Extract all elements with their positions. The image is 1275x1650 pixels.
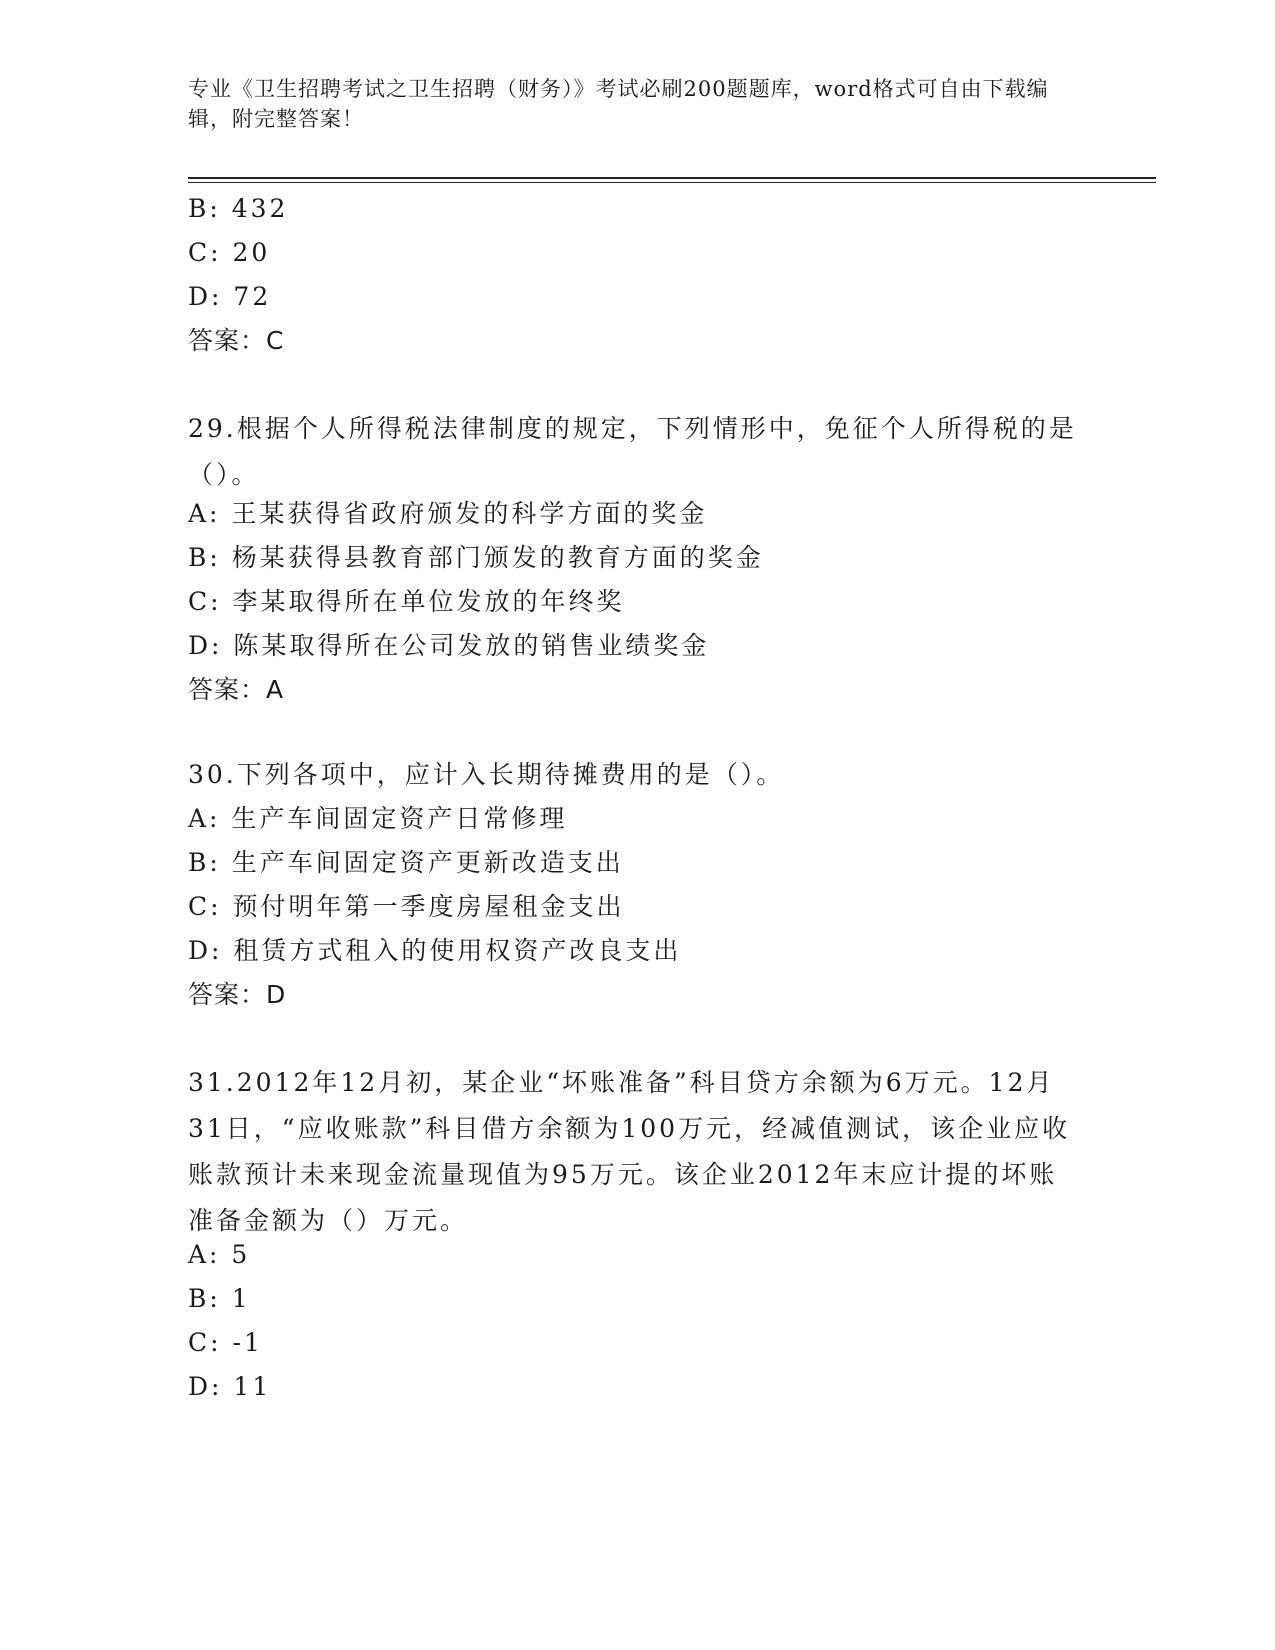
q30-option-b: B: 生产车间固定资产更新改造支出 xyxy=(188,848,624,877)
q29-stem: 29.根据个人所得税法律制度的规定，下列情形中，免征个人所得税的是（）。 xyxy=(188,414,1077,489)
header-divider-thin xyxy=(188,182,1156,183)
q29-answer: 答案：A xyxy=(188,675,285,704)
q29-option-a: A: 王某获得省政府颁发的科学方面的奖金 xyxy=(188,499,708,528)
q31-option-d: D: 11 xyxy=(188,1372,272,1401)
header-divider-thick xyxy=(188,177,1156,179)
q30-option-c: C: 预付明年第一季度房屋租金支出 xyxy=(188,892,625,921)
q28-option-b: B: 432 xyxy=(188,194,289,223)
q29-option-d: D: 陈某取得所在公司发放的销售业绩奖金 xyxy=(188,631,710,660)
page-header-title: 专业《卫生招聘考试之卫生招聘（财务）》考试必刷200题题库，word格式可自由下载编辑，附完整答案！ xyxy=(188,77,1049,131)
q29-option-b: B: 杨某获得县教育部门颁发的教育方面的奖金 xyxy=(188,543,764,572)
q31-option-b: B: 1 xyxy=(188,1284,251,1313)
q28-answer: 答案：C xyxy=(188,326,285,355)
q30-option-a: A: 生产车间固定资产日常修理 xyxy=(188,804,568,833)
q30-stem: 30.下列各项中，应计入长期待摊费用的是（）。 xyxy=(188,760,785,789)
q30-answer: 答案：D xyxy=(188,980,287,1009)
q28-option-c: C: 20 xyxy=(188,238,271,267)
q31-option-c: C: -1 xyxy=(188,1328,263,1357)
q29-option-c: C: 李某取得所在单位发放的年终奖 xyxy=(188,587,625,616)
q31-option-a: A: 5 xyxy=(188,1240,251,1269)
q31-stem: 31.2012年12月初，某企业“坏账准备”科目贷方余额为6万元。12月31日，“应收账款”科目借方余额为100万元，经减值测试，该企业应收账款预计未来现金流量现值为95万元。该企业2012年末应计提的坏账准备金额为（）万元。 xyxy=(188,1068,1071,1235)
q30-option-d: D: 租赁方式租入的使用权资产改良支出 xyxy=(188,936,682,965)
q28-option-d: D: 72 xyxy=(188,282,272,311)
